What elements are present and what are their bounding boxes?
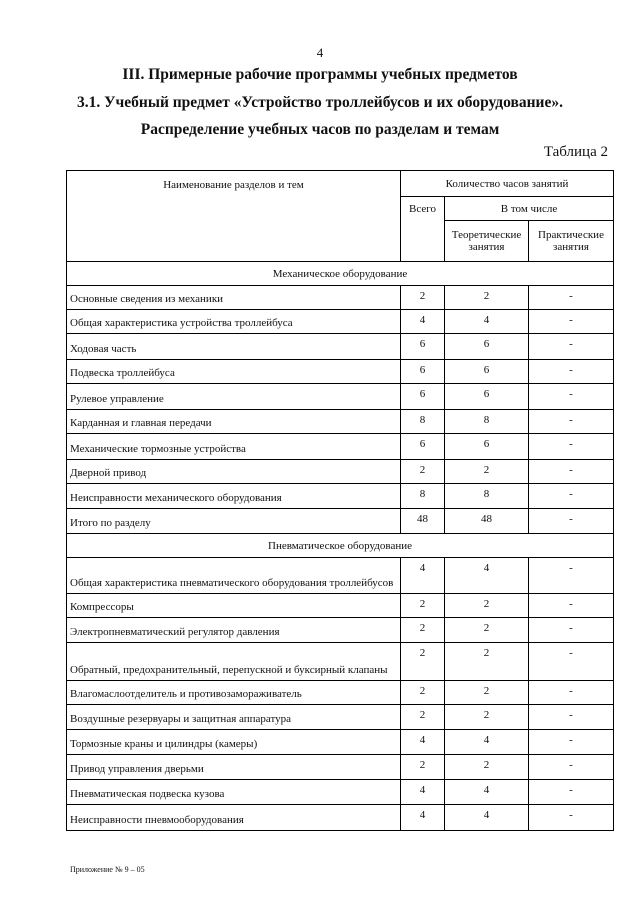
row-theory-hours: 4 [445, 805, 529, 831]
table-row [67, 730, 614, 755]
row-topic-name: Влагомаслоотделитель и противозамораживатель [67, 681, 401, 705]
header-hours: Количество часов занятий [401, 171, 614, 197]
row-total-hours: 4 [401, 730, 445, 755]
row-topic-name: Тормозные краны и цилиндры (камеры) [67, 730, 401, 755]
table-row [67, 681, 614, 705]
row-topic-name: Дверной привод [67, 460, 401, 484]
row-practice-hours: - [529, 681, 614, 705]
row-total-hours: 4 [401, 780, 445, 805]
table-body [67, 262, 614, 831]
row-practice-hours: - [529, 360, 614, 384]
row-total-hours: 8 [401, 410, 445, 434]
row-theory-hours: 2 [445, 286, 529, 310]
row-topic-name: Компрессоры [67, 594, 401, 618]
row-practice-hours: - [529, 286, 614, 310]
row-theory-hours: 2 [445, 705, 529, 730]
section-title: Пневматическое оборудование [67, 534, 614, 558]
section-title: Механическое оборудование [67, 262, 614, 286]
row-practice-hours: - [529, 460, 614, 484]
row-practice-hours: - [529, 484, 614, 509]
row-topic-name: Карданная и главная передачи [67, 410, 401, 434]
row-total-hours: 2 [401, 681, 445, 705]
row-total-hours: 6 [401, 384, 445, 410]
row-topic-name: Электропневматический регулятор давления [67, 618, 401, 643]
row-topic-name: Итого по разделу [67, 509, 401, 534]
row-topic-name: Механические тормозные устройства [67, 434, 401, 460]
table-row [67, 558, 614, 594]
row-topic-name: Воздушные резервуары и защитная аппаратура [67, 705, 401, 730]
table-row [67, 410, 614, 434]
row-practice-hours: - [529, 780, 614, 805]
header-including: В том числе [445, 197, 614, 221]
row-total-hours: 6 [401, 360, 445, 384]
row-total-hours: 2 [401, 618, 445, 643]
table-row [67, 460, 614, 484]
row-theory-hours: 2 [445, 755, 529, 780]
row-total-hours: 48 [401, 509, 445, 534]
table-row [67, 310, 614, 334]
table-row [67, 805, 614, 831]
row-topic-name: Подвеска троллейбуса [67, 360, 401, 384]
table-row [67, 618, 614, 643]
header-name: Наименование разделов и тем [67, 171, 401, 262]
header-theory: Теоретические занятия [445, 221, 529, 262]
footer-note: Приложение № 9 – 05 [70, 865, 145, 874]
table-row [67, 594, 614, 618]
row-total-hours: 2 [401, 643, 445, 681]
row-theory-hours: 6 [445, 384, 529, 410]
row-theory-hours: 2 [445, 460, 529, 484]
row-total-hours: 4 [401, 805, 445, 831]
row-theory-hours: 2 [445, 681, 529, 705]
table-row [67, 755, 614, 780]
heading-subject: 3.1. Учебный предмет «Устройство троллейбусов и их оборудование». [77, 94, 563, 111]
row-topic-name: Рулевое управление [67, 384, 401, 410]
table-row [67, 334, 614, 360]
row-practice-hours: - [529, 643, 614, 681]
row-total-hours: 2 [401, 460, 445, 484]
header-practice: Практические занятия [529, 221, 614, 262]
table-row [67, 705, 614, 730]
row-practice-hours: - [529, 730, 614, 755]
row-theory-hours: 6 [445, 360, 529, 384]
row-theory-hours: 8 [445, 410, 529, 434]
row-practice-hours: - [529, 558, 614, 594]
row-topic-name: Общая характеристика пневматического оборудования троллейбусов [67, 558, 401, 594]
section-header-row [67, 534, 614, 558]
row-theory-hours: 48 [445, 509, 529, 534]
table-label: Таблица 2 [543, 144, 608, 160]
row-topic-name: Основные сведения из механики [67, 286, 401, 310]
row-total-hours: 4 [401, 310, 445, 334]
row-total-hours: 2 [401, 286, 445, 310]
row-topic-name: Общая характеристика устройства троллейбуса [67, 310, 401, 334]
row-theory-hours: 4 [445, 780, 529, 805]
table-row [67, 484, 614, 509]
row-total-hours: 8 [401, 484, 445, 509]
table-row [67, 509, 614, 534]
page-number: 4 [316, 45, 324, 60]
row-theory-hours: 6 [445, 434, 529, 460]
row-practice-hours: - [529, 509, 614, 534]
row-practice-hours: - [529, 594, 614, 618]
row-practice-hours: - [529, 410, 614, 434]
row-practice-hours: - [529, 334, 614, 360]
table-row [67, 434, 614, 460]
row-practice-hours: - [529, 705, 614, 730]
table-row [67, 360, 614, 384]
row-theory-hours: 8 [445, 484, 529, 509]
row-topic-name: Обратный, предохранительный, перепускной и буксирный клапаны [67, 643, 401, 681]
row-practice-hours: - [529, 310, 614, 334]
row-topic-name: Привод управления дверьми [67, 755, 401, 780]
row-practice-hours: - [529, 618, 614, 643]
row-total-hours: 4 [401, 558, 445, 594]
row-theory-hours: 2 [445, 618, 529, 643]
row-theory-hours: 2 [445, 643, 529, 681]
table-row [67, 643, 614, 681]
row-topic-name: Неисправности пневмооборудования [67, 805, 401, 831]
row-total-hours: 2 [401, 755, 445, 780]
row-topic-name: Неисправности механического оборудования [67, 484, 401, 509]
row-topic-name: Пневматическая подвеска кузова [67, 780, 401, 805]
table-row [67, 780, 614, 805]
row-total-hours: 2 [401, 705, 445, 730]
row-topic-name: Ходовая часть [67, 334, 401, 360]
row-total-hours: 6 [401, 434, 445, 460]
row-theory-hours: 2 [445, 594, 529, 618]
row-practice-hours: - [529, 805, 614, 831]
heading-distribution: Распределение учебных часов по разделам и темам [140, 121, 500, 138]
row-theory-hours: 4 [445, 310, 529, 334]
heading-section: III. Примерные рабочие программы учебных предметов [122, 66, 518, 83]
table-row [67, 384, 614, 410]
row-practice-hours: - [529, 434, 614, 460]
row-practice-hours: - [529, 384, 614, 410]
table-row [67, 286, 614, 310]
header-total: Всего [401, 197, 445, 262]
row-theory-hours: 4 [445, 558, 529, 594]
row-total-hours: 6 [401, 334, 445, 360]
row-theory-hours: 6 [445, 334, 529, 360]
section-header-row [67, 262, 614, 286]
row-total-hours: 2 [401, 594, 445, 618]
row-theory-hours: 4 [445, 730, 529, 755]
row-practice-hours: - [529, 755, 614, 780]
hours-table [66, 170, 614, 831]
